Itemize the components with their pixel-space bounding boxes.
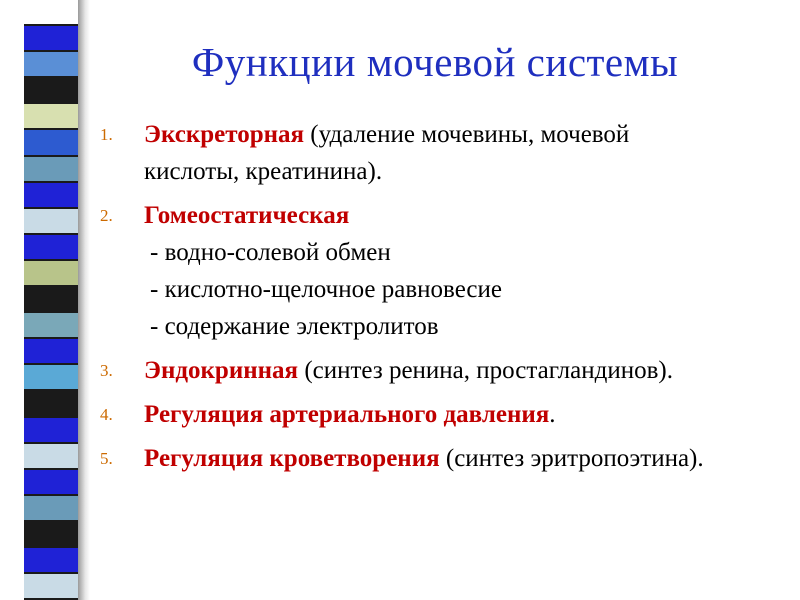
- slide-title: Функции мочевой системы: [191, 39, 679, 85]
- stripe-block: [24, 157, 78, 183]
- item-description: (синтез эритропоэтина).: [439, 445, 704, 472]
- stripe-block: [24, 418, 78, 444]
- list-item: [100, 197, 720, 345]
- stripe-block: [24, 261, 78, 287]
- stripe-block: [24, 391, 78, 417]
- item-number: 3.: [100, 361, 113, 380]
- stripe-block: [24, 0, 78, 26]
- item-number: 1.: [100, 125, 113, 144]
- item-number: 2.: [100, 206, 113, 225]
- stripe-block: [24, 313, 78, 339]
- stripe-block: [24, 574, 78, 600]
- list-item: [100, 116, 720, 190]
- item-heading: Гомеостатическая: [144, 202, 350, 229]
- decorative-stripe: [24, 0, 78, 600]
- item-heading: Эндокринная: [144, 357, 299, 384]
- stripe-block: [24, 104, 78, 130]
- stripe-shadow: [78, 0, 90, 600]
- function-list: [100, 116, 720, 484]
- stripe-block: [24, 365, 78, 391]
- stripe-block: [24, 130, 78, 156]
- item-description: .: [549, 401, 556, 428]
- stripe-block: [24, 548, 78, 574]
- stripe-block: [24, 183, 78, 209]
- stripe-block: [24, 496, 78, 522]
- stripe-block: [24, 209, 78, 235]
- item-heading: Регуляция кроветворения: [144, 445, 440, 472]
- stripe-block: [24, 78, 78, 104]
- sub-item: - содержание электролитов: [150, 313, 439, 340]
- stripe-block: [24, 470, 78, 496]
- stripe-block: [24, 522, 78, 548]
- stripe-block: [24, 52, 78, 78]
- item-description: (синтез ренина, простагландинов).: [298, 357, 673, 384]
- item-heading: Экскреторная: [144, 121, 305, 148]
- sub-item: - кислотно-щелочное равновесие: [150, 276, 502, 303]
- item-number: 5.: [100, 449, 113, 468]
- list-item: [100, 396, 720, 433]
- list-item: [100, 352, 720, 389]
- stripe-block: [24, 339, 78, 365]
- stripe-block: [24, 235, 78, 261]
- stripe-block: [24, 26, 78, 52]
- item-heading: Регуляция артериального давления: [144, 401, 550, 428]
- list-item: [100, 440, 720, 477]
- sub-item: - водно-солевой обмен: [150, 239, 391, 266]
- item-number: 4.: [100, 405, 113, 424]
- stripe-block: [24, 444, 78, 470]
- item-description: (удаление мочевины, мочевой кислоты, креатинина).: [144, 121, 630, 185]
- stripe-block: [24, 287, 78, 313]
